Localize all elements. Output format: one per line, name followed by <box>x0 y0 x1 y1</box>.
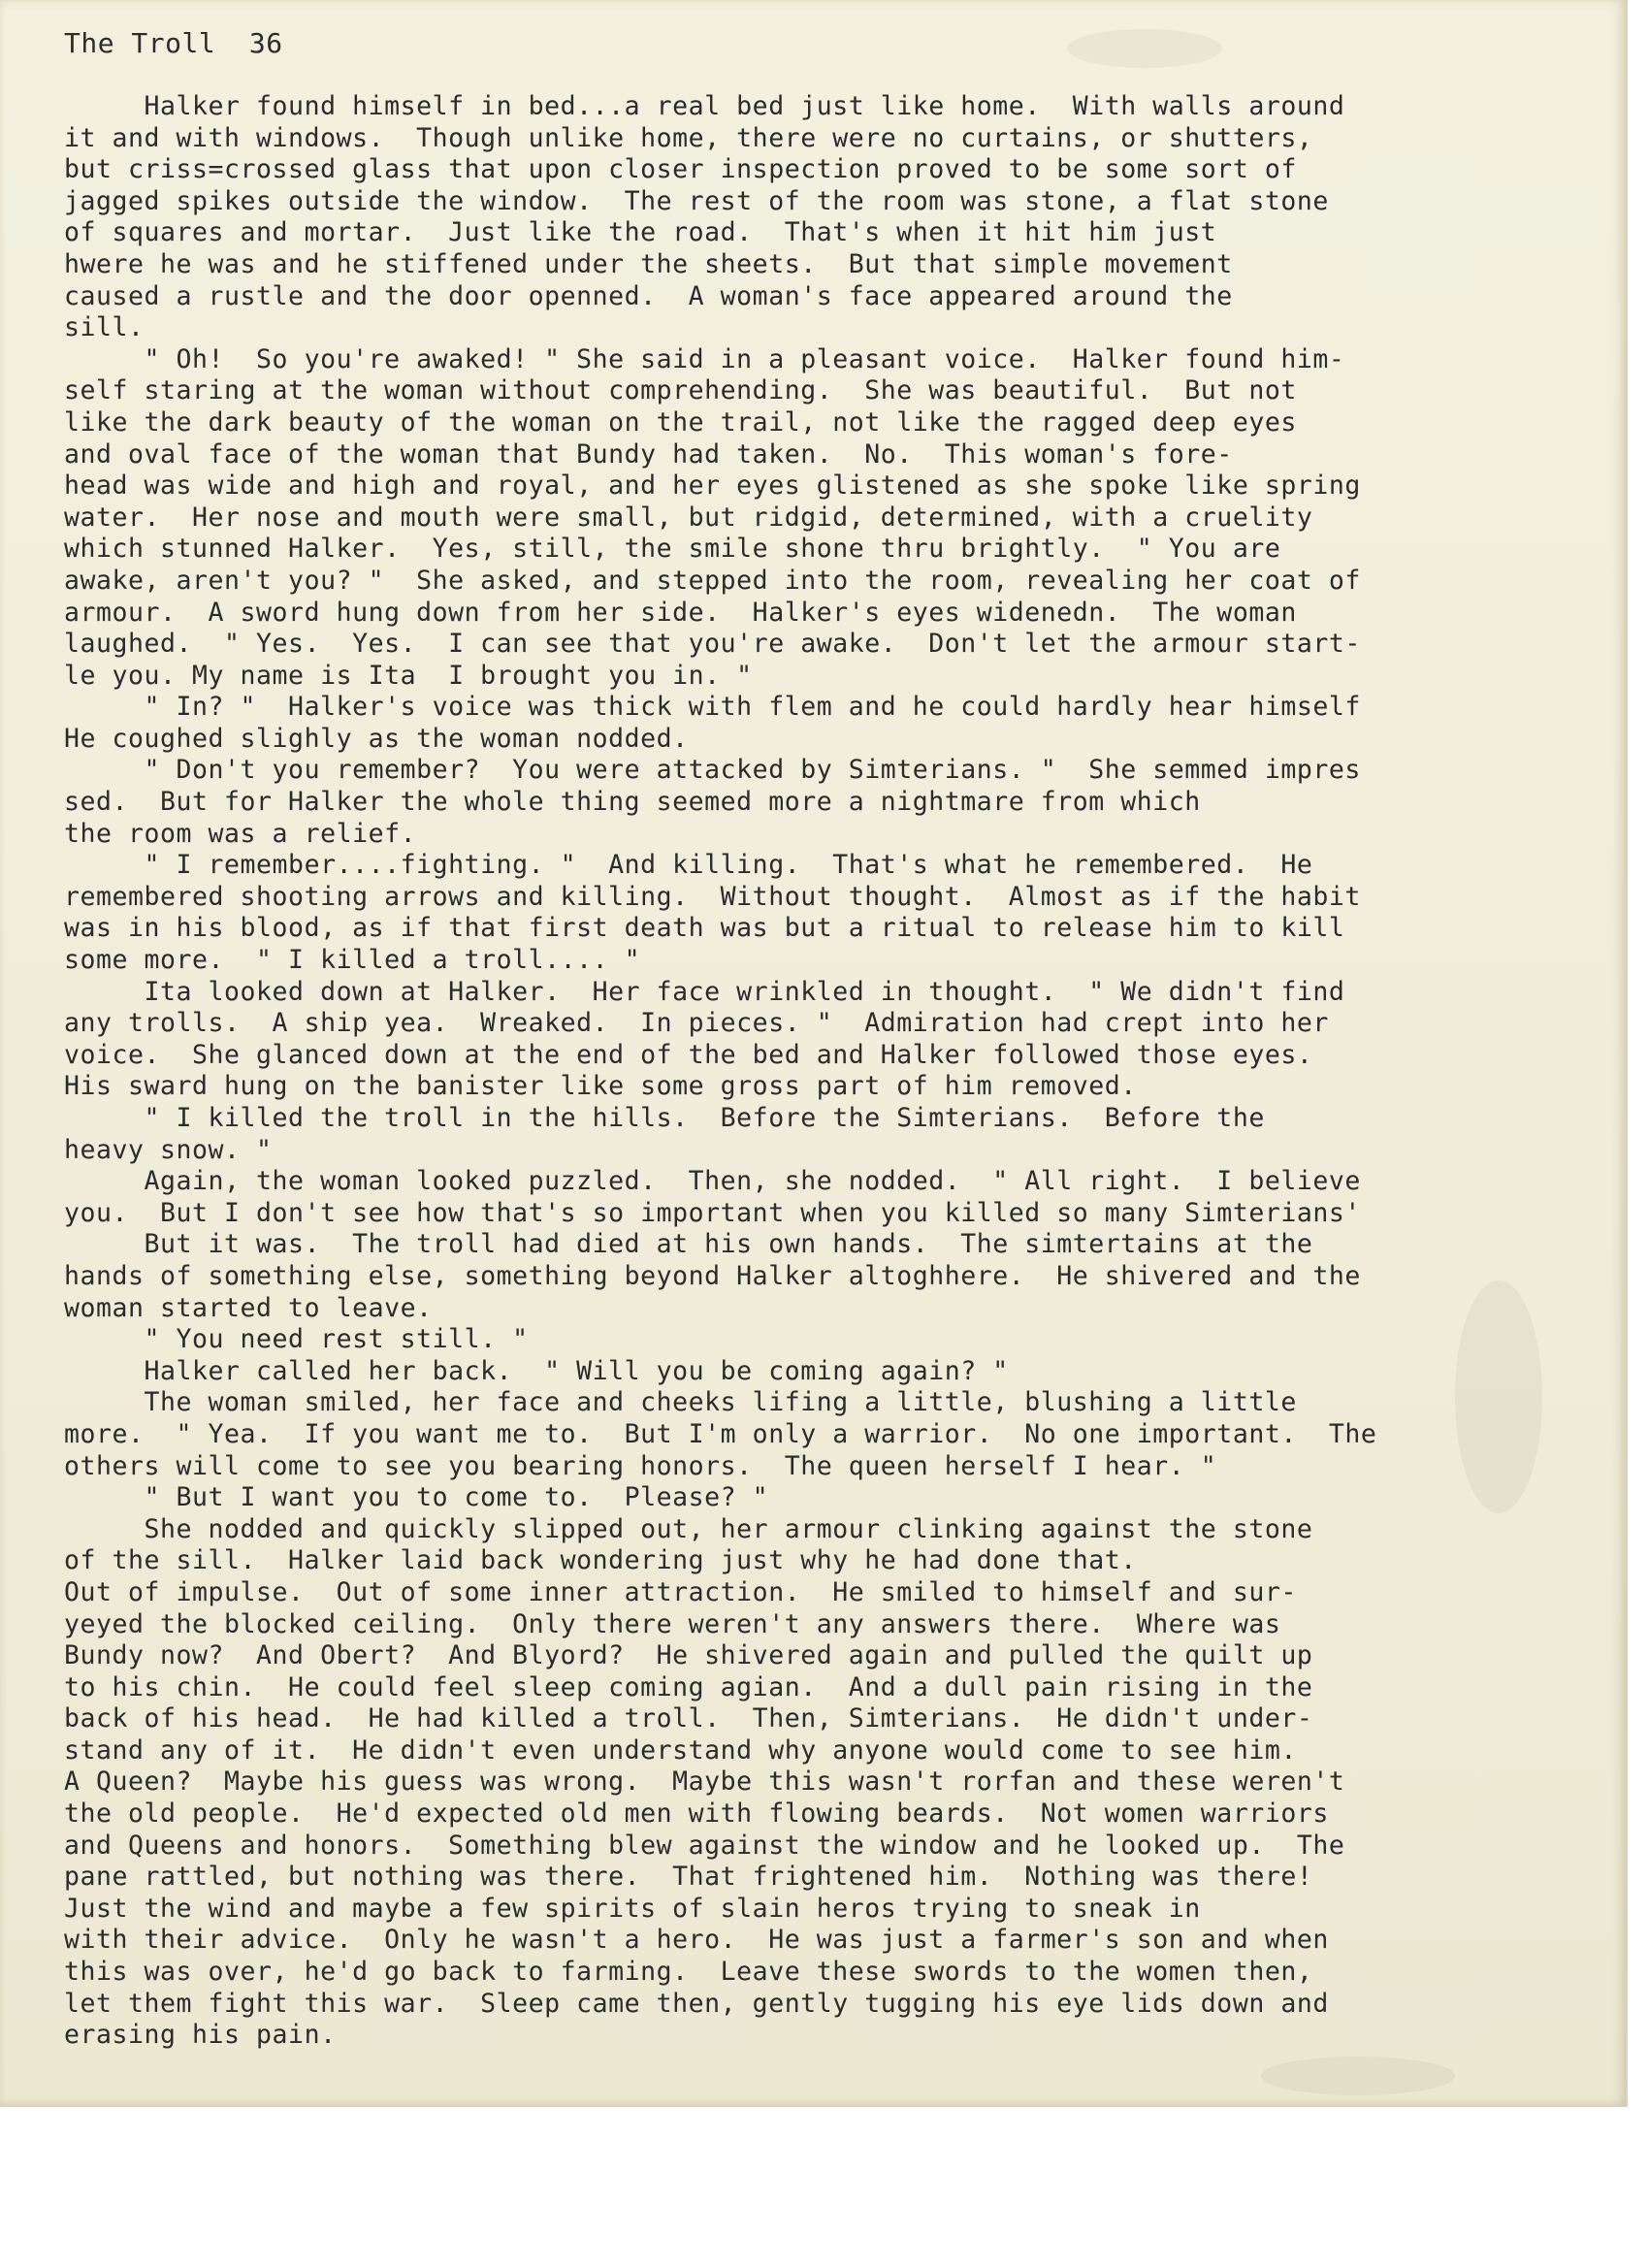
text-line: armour. A sword hung down from her side. Halker's eyes widenedn. The woman <box>64 597 1297 628</box>
text-line: Halker found himself in bed...a real bed just like home. With walls around <box>64 91 1345 121</box>
text-line: head was wide and high and royal, and her eyes glistened as she spoke like spring <box>64 470 1361 502</box>
text-line: She nodded and quickly slipped out, her armour clinking against the stone <box>64 1513 1313 1544</box>
text-line: pane rattled, but nothing was there. That frightened him. Nothing was there! <box>64 1862 1313 1893</box>
text-line: He coughed slighly as the woman nodded. <box>64 723 689 754</box>
text-line: others will come to see you bearing honors. The queen herself I hear. " <box>64 1450 1217 1481</box>
text-line: Out of impulse. Out of some inner attraction. He smiled to himself and sur- <box>64 1576 1297 1607</box>
text-line: and oval face of the woman that Bundy had taken. No. This woman's fore- <box>64 438 1233 470</box>
text-line: of the sill. Halker laid back wondering just why he had done that. <box>64 1545 1137 1576</box>
text-line: Ita looked down at Halker. Her face wrinkled in thought. " We didn't find <box>64 976 1345 1007</box>
text-line: Halker called her back. " Will you be coming again? " <box>64 1355 1009 1386</box>
text-line: " I remember....fighting. " And killing. That's what he remembered. He <box>64 850 1313 881</box>
manuscript-body <box>64 91 1626 2052</box>
text-line: let them fight this war. Sleep came then, gently tugging his eye lids down and <box>64 1988 1329 2019</box>
text-line: which stunned Halker. Yes, still, the smile shone thru brightly. " You are <box>64 534 1281 565</box>
text-line: more. " Yea. If you want me to. But I'm only a warrior. No one important. The <box>64 1418 1377 1449</box>
text-line: hwere he was and he stiffened under the sheets. But that simple movement <box>64 248 1233 279</box>
text-line: sill. <box>64 312 145 343</box>
text-line: yeyed the blocked ceiling. Only there weren't any answers there. Where was <box>64 1608 1281 1639</box>
text-line: any trolls. A ship yea. Wreaked. In pieces. " Admiration had crept into her <box>64 1008 1329 1039</box>
text-line: sed. But for Halker the whole thing seemed more a nightmare from which <box>64 787 1201 818</box>
text-line: some more. " I killed a troll.... " <box>64 945 641 976</box>
text-line: this was over, he'd go back to farming. Leave these swords to the women then, <box>64 1957 1313 1988</box>
text-line: back of his head. He had killed a troll. Then, Simterians. He didn't under- <box>64 1703 1313 1734</box>
text-line: Just the wind and maybe a few spirits of slain heros trying to sneak in <box>64 1893 1201 1924</box>
text-line: Bundy now? And Obert? And Blyord? He shivered again and pulled the quilt up <box>64 1640 1313 1671</box>
text-line: it and with windows. Though unlike home, there were no curtains, or shutters, <box>64 122 1313 153</box>
page-header: The Troll 36 <box>64 27 283 59</box>
text-line: of squares and mortar. Just like the road. That's when it hit him just <box>64 217 1217 248</box>
text-line: " In? " Halker's voice was thick with flem and he could hardly hear himself <box>64 692 1361 723</box>
text-line: voice. She glanced down at the end of the bed and Halker followed those eyes. <box>64 1039 1313 1070</box>
text-line: A Queen? Maybe his guess was wrong. Maybe this wasn't rorfan and these weren't <box>64 1766 1345 1798</box>
text-line: erasing his pain. <box>64 2020 337 2051</box>
text-line: But it was. The troll had died at his own hands. The simtertains at the <box>64 1229 1313 1260</box>
text-line: jagged spikes outside the window. The rest of the room was stone, a flat stone <box>64 185 1329 216</box>
text-line: le you. My name is Ita I brought you in. " <box>64 660 753 691</box>
text-line: stand any of it. He didn't even understand why anyone would come to see him. <box>64 1734 1297 1766</box>
text-line: His sward hung on the banister like some gross part of him removed. <box>64 1071 1137 1102</box>
text-line: but criss=crossed glass that upon closer inspection proved to be some sort of <box>64 154 1297 185</box>
text-line: you. But I don't see how that's so important when you killed so many Simterians' <box>64 1197 1361 1228</box>
text-line: " Don't you remember? You were attacked by Simterians. " She semmed impres <box>64 755 1361 786</box>
text-line: was in his blood, as if that first death was but a ritual to release him to kill <box>64 913 1345 944</box>
text-line: and Queens and honors. Something blew against the window and he looked up. The <box>64 1830 1345 1861</box>
text-line: The woman smiled, her face and cheeks lifing a little, blushing a little <box>64 1387 1297 1418</box>
text-line: water. Her nose and mouth were small, but ridgid, determined, with a cruelity <box>64 502 1313 533</box>
text-line: to his chin. He could feel sleep coming agian. And a dull pain rising in the <box>64 1671 1313 1702</box>
text-line: hands of something else, something beyond Halker altoghhere. He shivered and the <box>64 1260 1361 1291</box>
text-line: heavy snow. " <box>64 1134 273 1165</box>
text-line: laughed. " Yes. Yes. I can see that you're awake. Don't let the armour start- <box>64 629 1361 660</box>
text-line: " Oh! So you're awaked! " She said in a pleasant voice. Halker found him- <box>64 343 1345 374</box>
paper-stain <box>1261 2057 1455 2095</box>
text-line: awake, aren't you? " She asked, and stepped into the room, revealing her coat of <box>64 565 1361 596</box>
text-line: " You need rest still. " <box>64 1324 529 1355</box>
text-line: Again, the woman looked puzzled. Then, she nodded. " All right. I believe <box>64 1166 1361 1197</box>
text-line: woman started to leave. <box>64 1292 433 1323</box>
text-line: " But I want you to come to. Please? " <box>64 1482 769 1513</box>
text-line: caused a rustle and the door openned. A woman's face appeared around the <box>64 280 1233 311</box>
text-line: remembered shooting arrows and killing. Without thought. Almost as if the habit <box>64 881 1361 912</box>
text-line: self staring at the woman without comprehending. She was beautiful. But not <box>64 375 1297 406</box>
text-line: " I killed the troll in the hills. Before the Simterians. Before the <box>64 1103 1265 1133</box>
text-line: with their advice. Only he wasn't a hero. He was just a farmer's son and when <box>64 1925 1329 1956</box>
text-line: the old people. He'd expected old men with flowing beards. Not women warriors <box>64 1798 1329 1830</box>
text-line: like the dark beauty of the woman on the trail, not like the ragged deep eyes <box>64 406 1297 437</box>
paper-stain <box>1067 29 1222 68</box>
text-line: the room was a relief. <box>64 818 417 849</box>
